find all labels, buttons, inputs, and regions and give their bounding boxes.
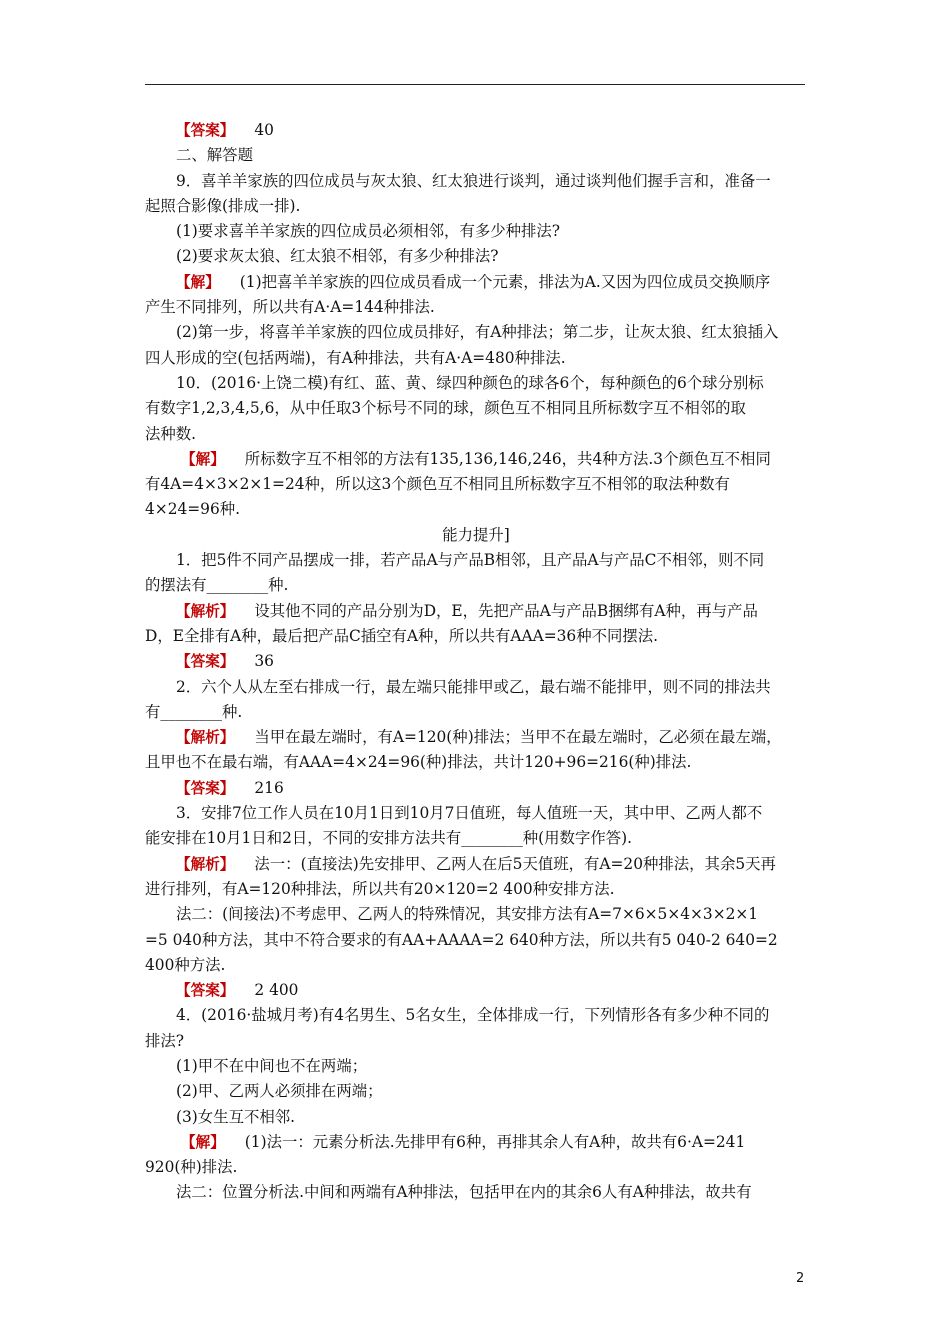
text-line xyxy=(145,497,807,522)
line-text: (1)法一：元素分析法.先排甲有6种，再排其余人有A种，故共有6·A=241 xyxy=(244,1132,746,1151)
text-line xyxy=(145,472,807,497)
text-line xyxy=(145,928,807,953)
section-tag: 【答案】 xyxy=(176,779,235,797)
text-line xyxy=(145,1054,807,1079)
text-line xyxy=(145,346,807,371)
text-line xyxy=(145,826,807,851)
line-text: 2．六个人从左至右排成一行，最左端只能排甲或乙，最右端不能排甲，则不同的排法共 xyxy=(176,677,771,696)
line-text: 所标数字互不相邻的方法有135,136,146,246，共4种方法.3个颜色互不相同 xyxy=(244,449,771,468)
text-line xyxy=(145,447,807,472)
line-text: 9．喜羊羊家族的四位成员与灰太狼、红太狼进行谈判，通过谈判他们握手言和，准备一 xyxy=(176,171,771,190)
line-text: 有________种. xyxy=(145,702,243,721)
text-line xyxy=(145,599,807,624)
text-line xyxy=(145,422,807,447)
text-line xyxy=(145,1105,807,1130)
text-line xyxy=(145,1003,807,1028)
line-text: 40 xyxy=(254,121,274,139)
line-text: 产生不同排列，所以共有A·A=144种排法. xyxy=(145,298,435,317)
line-text: 4．(2016·盐城月考)有4名男生、5名女生，全体排成一行，下列情形各有多少种不同的 xyxy=(176,1006,770,1025)
header-rule xyxy=(145,84,805,85)
text-line xyxy=(145,219,807,244)
line-text: 排法? xyxy=(145,1031,185,1050)
line-text: 36 xyxy=(254,652,274,671)
text-line xyxy=(145,801,807,826)
text-line xyxy=(145,169,807,194)
line-text: 法二：位置分析法.中间和两端有A种排法，包括甲在内的其余6人有A种排法，故共有 xyxy=(176,1183,752,1202)
text-line xyxy=(145,649,807,674)
text-line xyxy=(145,750,807,775)
text-line xyxy=(145,548,807,573)
line-text: 法二：(间接法)不考虑甲、乙两人的特殊情况，其安排方法有A=7×6×5×4×3×2×1 xyxy=(176,905,759,924)
text-line xyxy=(145,1155,807,1180)
text-line xyxy=(145,1180,807,1205)
line-text: 起照合影像(排成一排). xyxy=(145,196,301,215)
text-line xyxy=(145,573,807,598)
line-text: 10．(2016·上饶二模)有红、蓝、黄、绿四种颜色的球各6个，每种颜色的6个球分别标 xyxy=(176,373,764,392)
section-tag: 【解析】 xyxy=(176,729,235,747)
text-line xyxy=(145,1079,807,1104)
section-tag: 【解析】 xyxy=(176,602,235,620)
text-line xyxy=(145,725,807,750)
line-text: 920(种)排法. xyxy=(145,1158,238,1177)
line-text: D，E全排有A种，最后把产品C插空有A种，所以共有AAA=36种不同摆法. xyxy=(145,626,659,645)
line-text: (1)甲不在中间也不在两端； xyxy=(176,1056,368,1075)
line-text: (2)要求灰太狼、红太狼不相邻，有多少种排法? xyxy=(176,247,499,266)
line-text: 四人形成的空(包括两端)，有A种排法，共有A·A=480种排法. xyxy=(145,348,566,367)
text-line xyxy=(145,700,807,725)
text-line xyxy=(145,978,807,1003)
line-text: 400种方法. xyxy=(145,955,226,974)
text-line xyxy=(145,877,807,902)
text-line xyxy=(145,675,807,700)
text-line xyxy=(145,244,807,269)
line-text: 当甲在最左端时，有A=120(种)排法；当甲不在最左端时，乙必须在最左端， xyxy=(254,728,782,747)
line-text: 且甲也不在最右端，有AAA=4×24=96(种)排法，共计120+96=216(种)排法. xyxy=(145,753,692,772)
section-tag: 【解】 xyxy=(176,273,220,291)
text-line xyxy=(145,1130,807,1155)
line-text: 进行排列，有A=120种排法，所以共有20×120=2 400种安排方法. xyxy=(145,879,615,898)
line-text: 有数字1,2,3,4,5,6，从中任取3个标号不同的球，颜色互不相同且所标数字互不相邻的取 xyxy=(145,399,746,418)
text-line xyxy=(145,143,807,168)
section-tag: 【答案】 xyxy=(176,982,235,1000)
line-text: 法一：(直接法)先安排甲、乙两人在后5天值班，有A=20种排法，其余5天再 xyxy=(254,854,776,873)
line-text: 设其他不同的产品分别为D，E，先把产品A与产品B捆绑有A种，再与产品 xyxy=(254,601,758,620)
line-text: 有4A=4×3×2×1=24种，所以这3个颜色互不相同且所标数字互不相邻的取法种数有 xyxy=(145,475,730,494)
line-text: (1)要求喜羊羊家族的四位成员必须相邻，有多少种排法? xyxy=(176,222,561,241)
text-line xyxy=(145,953,807,978)
section-tag: 【答案】 xyxy=(176,653,235,671)
text-line xyxy=(145,396,807,421)
line-text: (1)把喜羊羊家族的四位成员看成一个元素，排法为A.又因为四位成员交换顺序 xyxy=(239,272,771,291)
text-line xyxy=(145,194,807,219)
text-line xyxy=(145,902,807,927)
line-text: 216 xyxy=(254,778,284,797)
line-text: 能力提升] xyxy=(442,525,510,544)
section-tag: 【解】 xyxy=(181,1133,225,1151)
line-text: 法种数. xyxy=(145,424,197,443)
line-text: 1．把5件不同产品摆成一排，若产品A与产品B相邻，且产品A与产品C不相邻，则不同 xyxy=(176,551,765,570)
line-text: (3)女生互不相邻. xyxy=(176,1107,296,1126)
text-line xyxy=(145,624,807,649)
text-line xyxy=(145,295,807,320)
text-line xyxy=(145,371,807,396)
document-body xyxy=(145,118,807,1206)
section-tag: 【解析】 xyxy=(176,855,235,873)
line-text: 2 400 xyxy=(254,981,299,1000)
line-text: 能安排在10月1日和2日，不同的安排方法共有________种(用数字作答). xyxy=(145,829,633,848)
page-number: 2 xyxy=(796,1271,805,1286)
text-line xyxy=(145,270,807,295)
line-text: 的摆法有________种. xyxy=(145,576,289,595)
text-line xyxy=(145,852,807,877)
line-text: =5 040种方法，其中不符合要求的有AA+AAAA=2 640种方法，所以共有5 040-2 640=2 xyxy=(145,930,778,949)
text-line xyxy=(145,320,807,345)
line-text: (2)甲、乙两人必须排在两端； xyxy=(176,1082,383,1101)
line-text: 二、解答题 xyxy=(176,146,253,165)
text-line xyxy=(145,776,807,801)
line-text: (2)第一步，将喜羊羊家族的四位成员排好，有A种排法；第二步，让灰太狼、红太狼插入 xyxy=(176,323,779,342)
section-tag: 【解】 xyxy=(181,450,225,468)
text-line xyxy=(145,523,807,548)
text-line xyxy=(145,118,807,143)
text-line xyxy=(145,1029,807,1054)
line-text: 4×24=96种. xyxy=(145,500,241,519)
section-tag: 【答案】 xyxy=(176,122,235,139)
line-text: 3．安排7位工作人员在10月1日到10月7日值班，每人值班一天，其中甲、乙两人都不 xyxy=(176,804,763,823)
